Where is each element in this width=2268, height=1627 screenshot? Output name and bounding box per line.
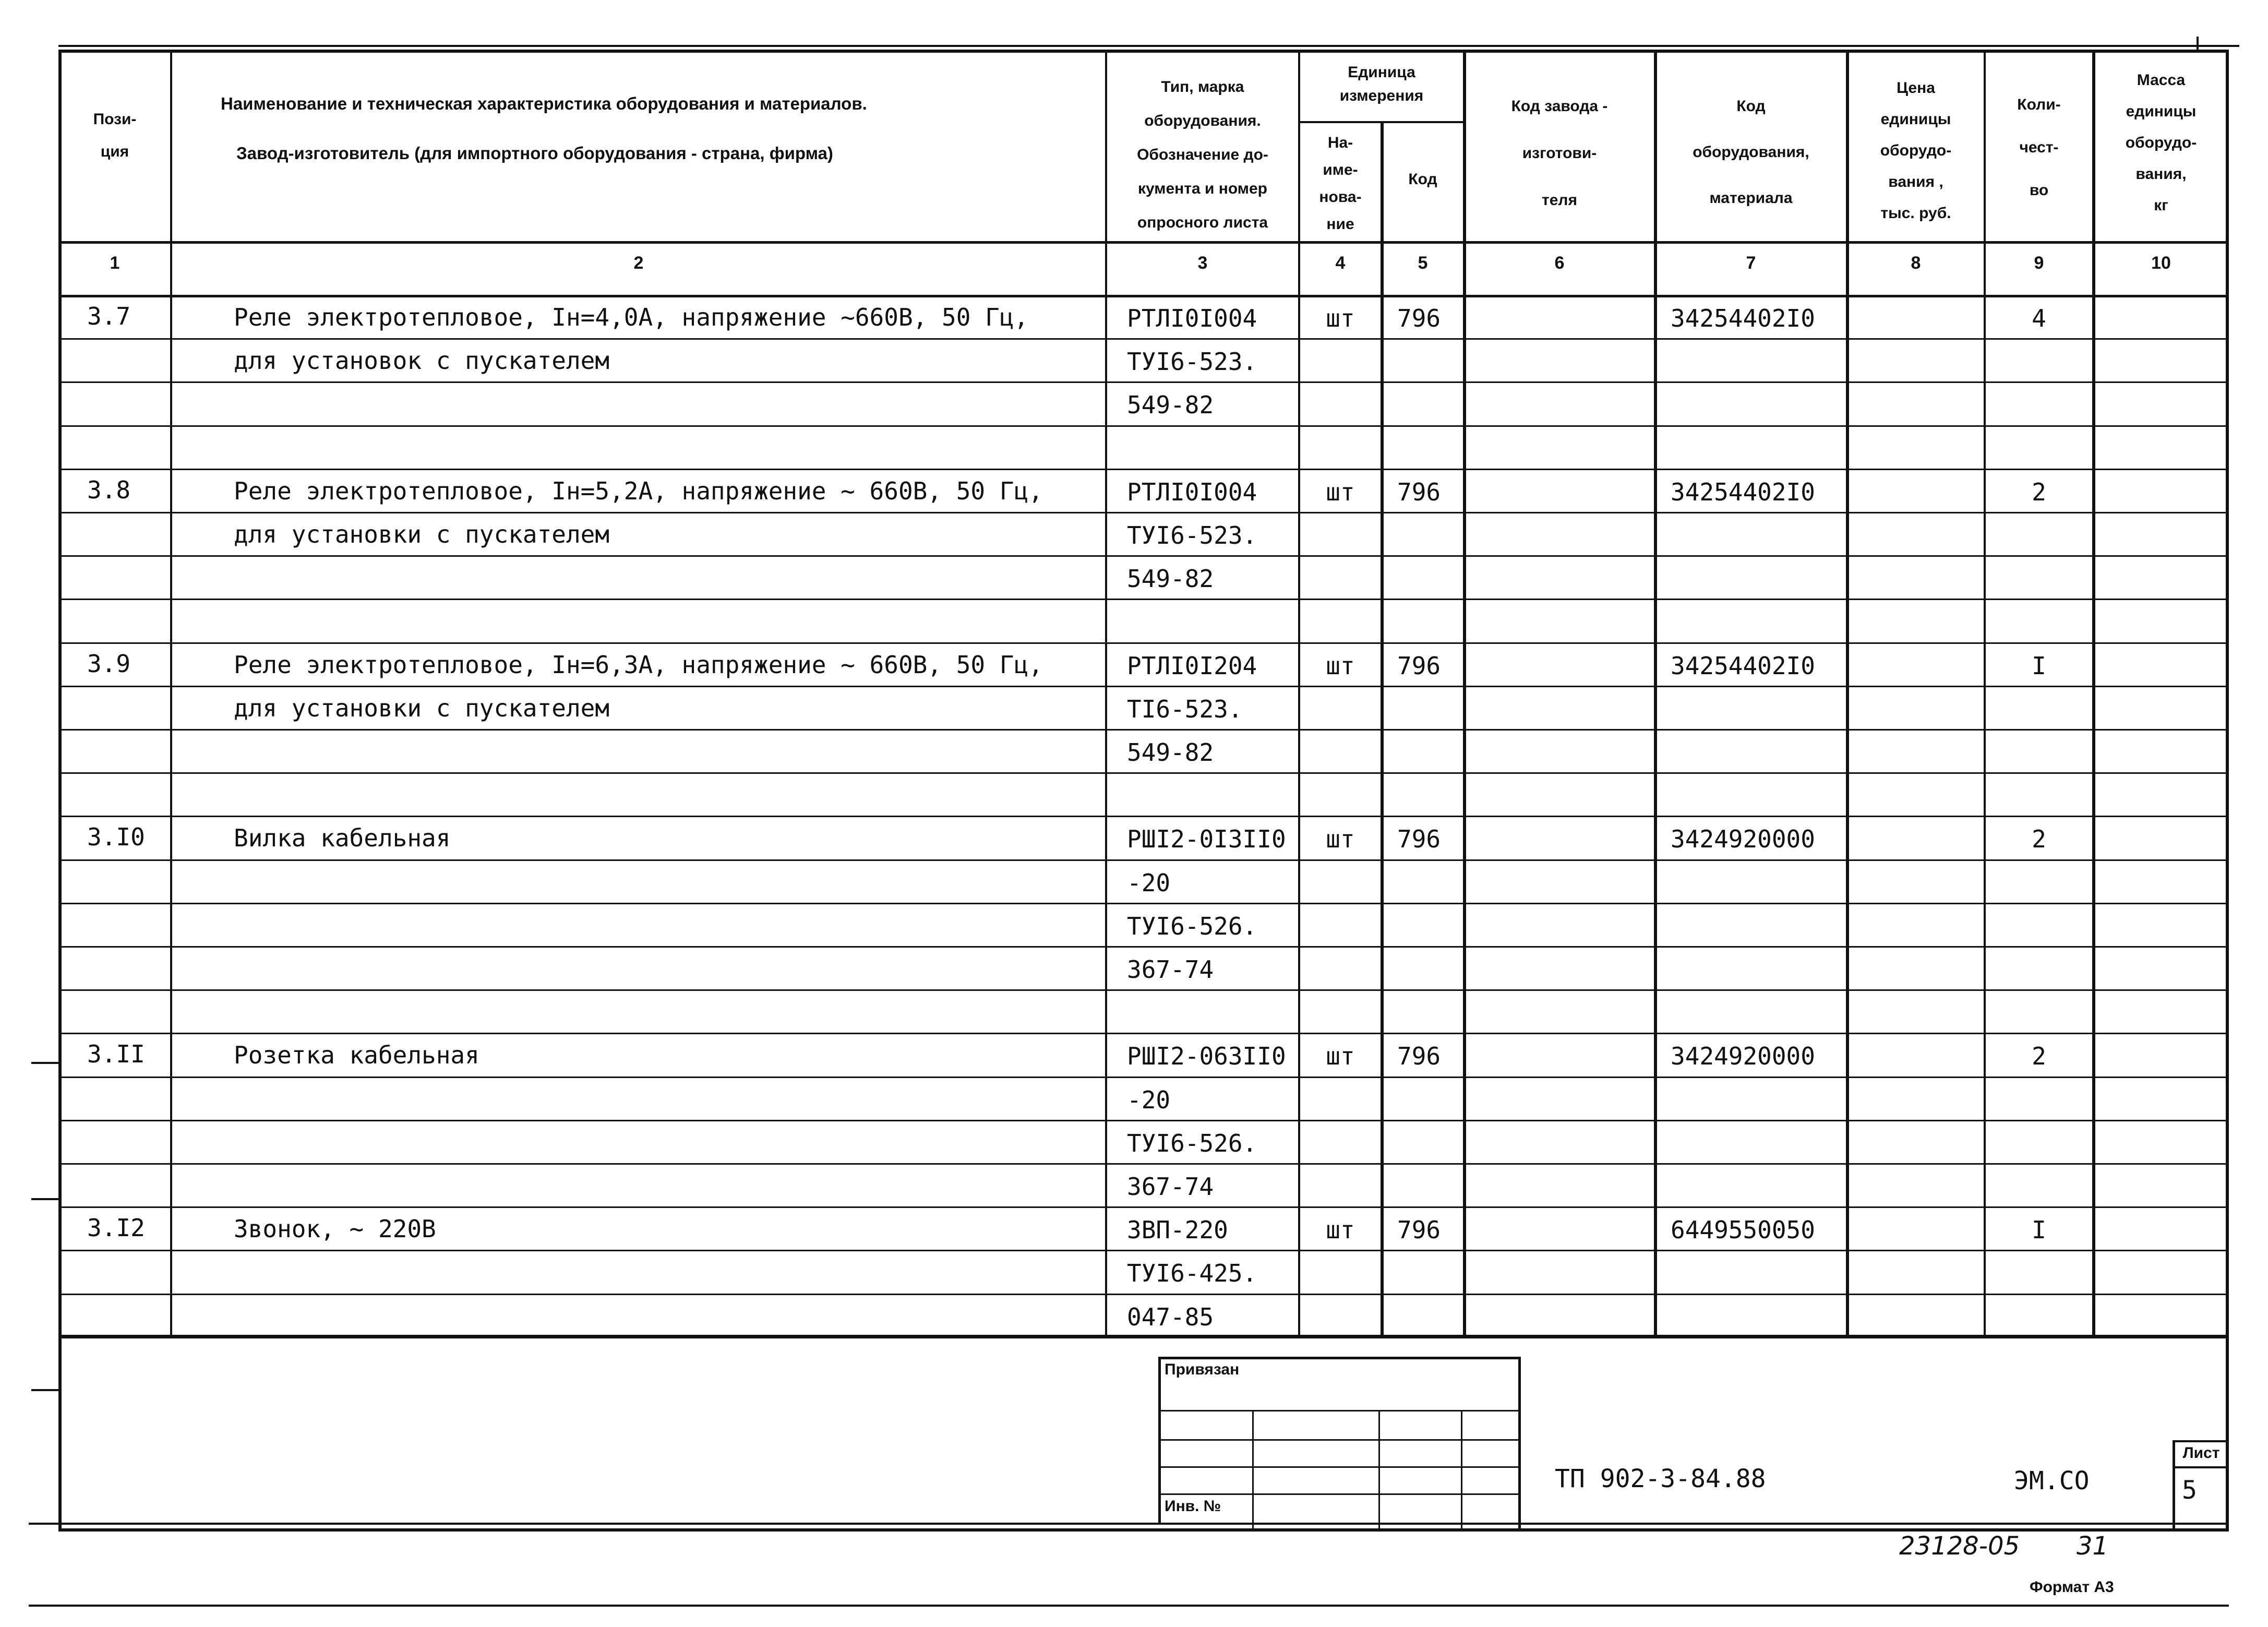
header-unit-group: Единица <box>1348 64 1415 81</box>
header-position: ция <box>100 143 129 160</box>
row-position: 3.7 <box>87 302 131 330</box>
header-quantity: во <box>2029 182 2049 199</box>
row-type: 549-82 <box>1127 565 1214 593</box>
header-mass: вания, <box>2135 165 2187 183</box>
row-name: для установки с пускателем <box>234 694 610 722</box>
stamp-divider <box>1461 1410 1462 1532</box>
row-unit: шт <box>1326 478 1355 506</box>
sheet-label: Лист <box>2182 1444 2220 1462</box>
row-name: Звонок, ~ 220В <box>234 1215 436 1243</box>
stamp-divider <box>1252 1410 1254 1532</box>
margin-tick <box>31 1062 58 1064</box>
bottom-rule <box>29 1523 2229 1525</box>
margin-tick <box>31 1198 58 1200</box>
row-unit-code: 796 <box>1397 825 1441 853</box>
header-price: вания , <box>1888 173 1943 190</box>
row-line <box>58 1076 2229 1078</box>
column-number: 1 <box>110 253 120 273</box>
row-type: -20 <box>1127 1086 1171 1114</box>
top-corner-tick <box>2197 37 2199 51</box>
row-type: ЗВП-220 <box>1127 1216 1228 1244</box>
stamp-line <box>1158 1410 1518 1411</box>
archive-page: 31 <box>2077 1532 2109 1561</box>
row-line <box>58 989 2229 991</box>
sheet-box-border <box>2173 1440 2229 1442</box>
column-number-line <box>58 295 2229 297</box>
row-equipment-code: 6449550050 <box>1671 1216 1815 1244</box>
unit-group-divider <box>1299 121 1464 123</box>
row-name: Вилка кабельная <box>234 824 451 852</box>
row-unit-code: 796 <box>1397 304 1441 332</box>
row-line <box>58 859 2229 861</box>
row-line <box>58 425 2229 427</box>
row-type: 047-85 <box>1127 1303 1214 1331</box>
header-unit-name: име- <box>1323 161 1358 178</box>
header-unit-name: На- <box>1327 134 1353 151</box>
row-line <box>58 1294 2229 1295</box>
header-mass: единицы <box>2126 103 2197 120</box>
header-name-line2: Завод-изготовитель (для импортного оборудования - страна, фирма) <box>236 143 833 163</box>
column-number: 8 <box>1911 253 1921 273</box>
header-price: тыс. руб. <box>1880 205 1951 222</box>
row-unit: шт <box>1326 652 1355 680</box>
row-unit-code: 796 <box>1397 1216 1441 1244</box>
column-number: 5 <box>1418 253 1428 273</box>
sheet-box-border <box>2173 1466 2229 1468</box>
header-mass: оборудо- <box>2125 134 2197 151</box>
sheet-box-border <box>2173 1440 2175 1532</box>
row-unit-code: 796 <box>1397 1042 1441 1070</box>
format-label: Формат А3 <box>2030 1578 2114 1596</box>
column-number: 10 <box>2151 253 2171 273</box>
row-unit: шт <box>1326 1216 1355 1244</box>
row-position: 3.8 <box>87 476 131 504</box>
row-type: ТУI6-526. <box>1127 912 1257 940</box>
header-price: оборудо- <box>1880 142 1952 159</box>
header-unit-name: ние <box>1326 216 1354 233</box>
row-type: 367-74 <box>1127 1173 1214 1201</box>
row-line <box>58 1250 2229 1251</box>
bound-label: Привязан <box>1165 1361 1240 1378</box>
inventory-label: Инв. № <box>1165 1498 1221 1515</box>
top-border-line <box>58 45 2239 47</box>
row-name: для установки с пускателем <box>234 520 610 548</box>
row-type: ТI6-523. <box>1127 695 1243 723</box>
row-name: Реле электротепловое, Iн=4,0А, напряжение ~660В, 50 Гц, <box>234 303 1029 331</box>
header-unit-name: нова- <box>1319 188 1362 206</box>
row-type: РТЛI0I204 <box>1127 652 1257 680</box>
row-quantity: I <box>2032 1216 2046 1244</box>
row-line <box>58 555 2229 557</box>
row-position: 3.II <box>87 1040 145 1068</box>
stamp-line <box>1158 1466 1518 1468</box>
table-bottom-line <box>58 1335 2229 1337</box>
stamp-border <box>1158 1357 1518 1359</box>
row-name: Реле электротепловое, Iн=6,3А, напряжение ~ 660В, 50 Гц, <box>234 651 1043 679</box>
row-quantity: I <box>2032 652 2046 680</box>
document-code: ТП 902-3-84.88 <box>1555 1464 1766 1493</box>
header-type: Тип, марка <box>1161 78 1244 95</box>
header-mass: Масса <box>2137 71 2186 89</box>
row-type: ТУI6-523. <box>1127 521 1257 549</box>
row-line <box>58 816 2229 817</box>
row-equipment-code: 3424920000 <box>1671 1042 1815 1070</box>
row-type: 367-74 <box>1127 955 1214 984</box>
row-quantity: 4 <box>2032 304 2046 332</box>
row-line <box>58 469 2229 470</box>
header-equipment-code: Код <box>1736 98 1766 115</box>
row-type: РШI2-0I3II0 <box>1127 825 1286 853</box>
header-unit-code: Код <box>1408 171 1437 188</box>
column-number: 4 <box>1335 253 1346 273</box>
row-position: 3.I2 <box>87 1214 145 1242</box>
row-line <box>58 903 2229 904</box>
row-unit-code: 796 <box>1397 652 1441 680</box>
row-type: РТЛI0I004 <box>1127 304 1257 332</box>
row-line <box>58 772 2229 774</box>
row-line <box>58 381 2229 383</box>
header-price: Цена <box>1897 79 1935 97</box>
stamp-line <box>1158 1439 1518 1441</box>
header-mass: кг <box>2154 197 2168 214</box>
row-line <box>58 338 2229 340</box>
row-type: ТУI6-526. <box>1127 1129 1257 1157</box>
sheet-number: 5 <box>2182 1476 2197 1505</box>
stamp-border <box>1518 1357 1521 1532</box>
header-type: оборудования. <box>1144 112 1261 129</box>
column-number: 3 <box>1197 253 1208 273</box>
row-name: для установок с пускателем <box>234 346 610 375</box>
row-quantity: 2 <box>2032 1042 2046 1070</box>
row-position: 3.9 <box>87 650 131 678</box>
header-factory-code: теля <box>1542 192 1577 209</box>
row-equipment-code: 34254402I0 <box>1671 478 1815 506</box>
header-type: опросного листа <box>1137 214 1268 231</box>
row-quantity: 2 <box>2032 825 2046 853</box>
header-bottom-line <box>58 241 2229 244</box>
header-price: единицы <box>1880 111 1951 128</box>
row-line <box>58 686 2229 687</box>
row-unit: шт <box>1326 304 1355 332</box>
header-quantity: Коли- <box>2017 96 2061 113</box>
row-name: Реле электротепловое, Iн=5,2А, напряжение ~ 660В, 50 Гц, <box>234 477 1043 505</box>
stamp-line <box>1158 1493 1518 1495</box>
row-equipment-code: 3424920000 <box>1671 825 1815 853</box>
row-type: ТУI6-425. <box>1127 1259 1257 1287</box>
row-equipment-code: 34254402I0 <box>1671 304 1815 332</box>
row-equipment-code: 34254402I0 <box>1671 652 1815 680</box>
row-position: 3.I0 <box>87 823 145 851</box>
column-number: 2 <box>633 253 644 273</box>
row-unit: шт <box>1326 1042 1355 1070</box>
row-type: РШI2-063II0 <box>1127 1042 1286 1070</box>
header-equipment-code: материала <box>1709 189 1793 207</box>
header-name-line1: Наименование и техническая характеристика оборудования и материалов. <box>221 94 867 113</box>
column-number: 6 <box>1554 253 1565 273</box>
lower-rule <box>29 1605 2229 1607</box>
archive-number: 23128-05 <box>1899 1532 2020 1561</box>
header-type: Обозначение до- <box>1137 146 1268 163</box>
row-unit: шт <box>1326 825 1355 853</box>
column-number: 7 <box>1746 253 1756 273</box>
stamp-divider <box>1378 1410 1380 1532</box>
row-type: 549-82 <box>1127 738 1214 767</box>
header-factory-code: изготови- <box>1522 145 1597 162</box>
column-number: 9 <box>2034 253 2044 273</box>
row-line <box>58 642 2229 644</box>
row-line <box>58 1120 2229 1121</box>
row-type: -20 <box>1127 869 1171 897</box>
row-line <box>58 1206 2229 1208</box>
header-factory-code: Код завода - <box>1511 98 1608 115</box>
row-type: ТУI6-523. <box>1127 348 1257 376</box>
row-type: РТЛI0I004 <box>1127 478 1257 506</box>
row-quantity: 2 <box>2032 478 2046 506</box>
section-code: ЭМ.СО <box>2014 1466 2090 1496</box>
row-line <box>58 946 2229 948</box>
row-line <box>58 512 2229 513</box>
row-line <box>58 1033 2229 1034</box>
row-line <box>58 599 2229 600</box>
row-line <box>58 729 2229 731</box>
header-quantity: чест- <box>2019 139 2059 156</box>
header-unit-group: измерения <box>1339 87 1424 104</box>
header-equipment-code: оборудования, <box>1693 143 1809 161</box>
row-line <box>58 1163 2229 1165</box>
row-type: 549-82 <box>1127 391 1214 419</box>
row-unit-code: 796 <box>1397 478 1441 506</box>
margin-tick <box>31 1389 58 1391</box>
row-name: Розетка кабельная <box>234 1041 479 1069</box>
header-type: кумента и номер <box>1137 180 1268 197</box>
header-position: Пози- <box>93 111 137 128</box>
